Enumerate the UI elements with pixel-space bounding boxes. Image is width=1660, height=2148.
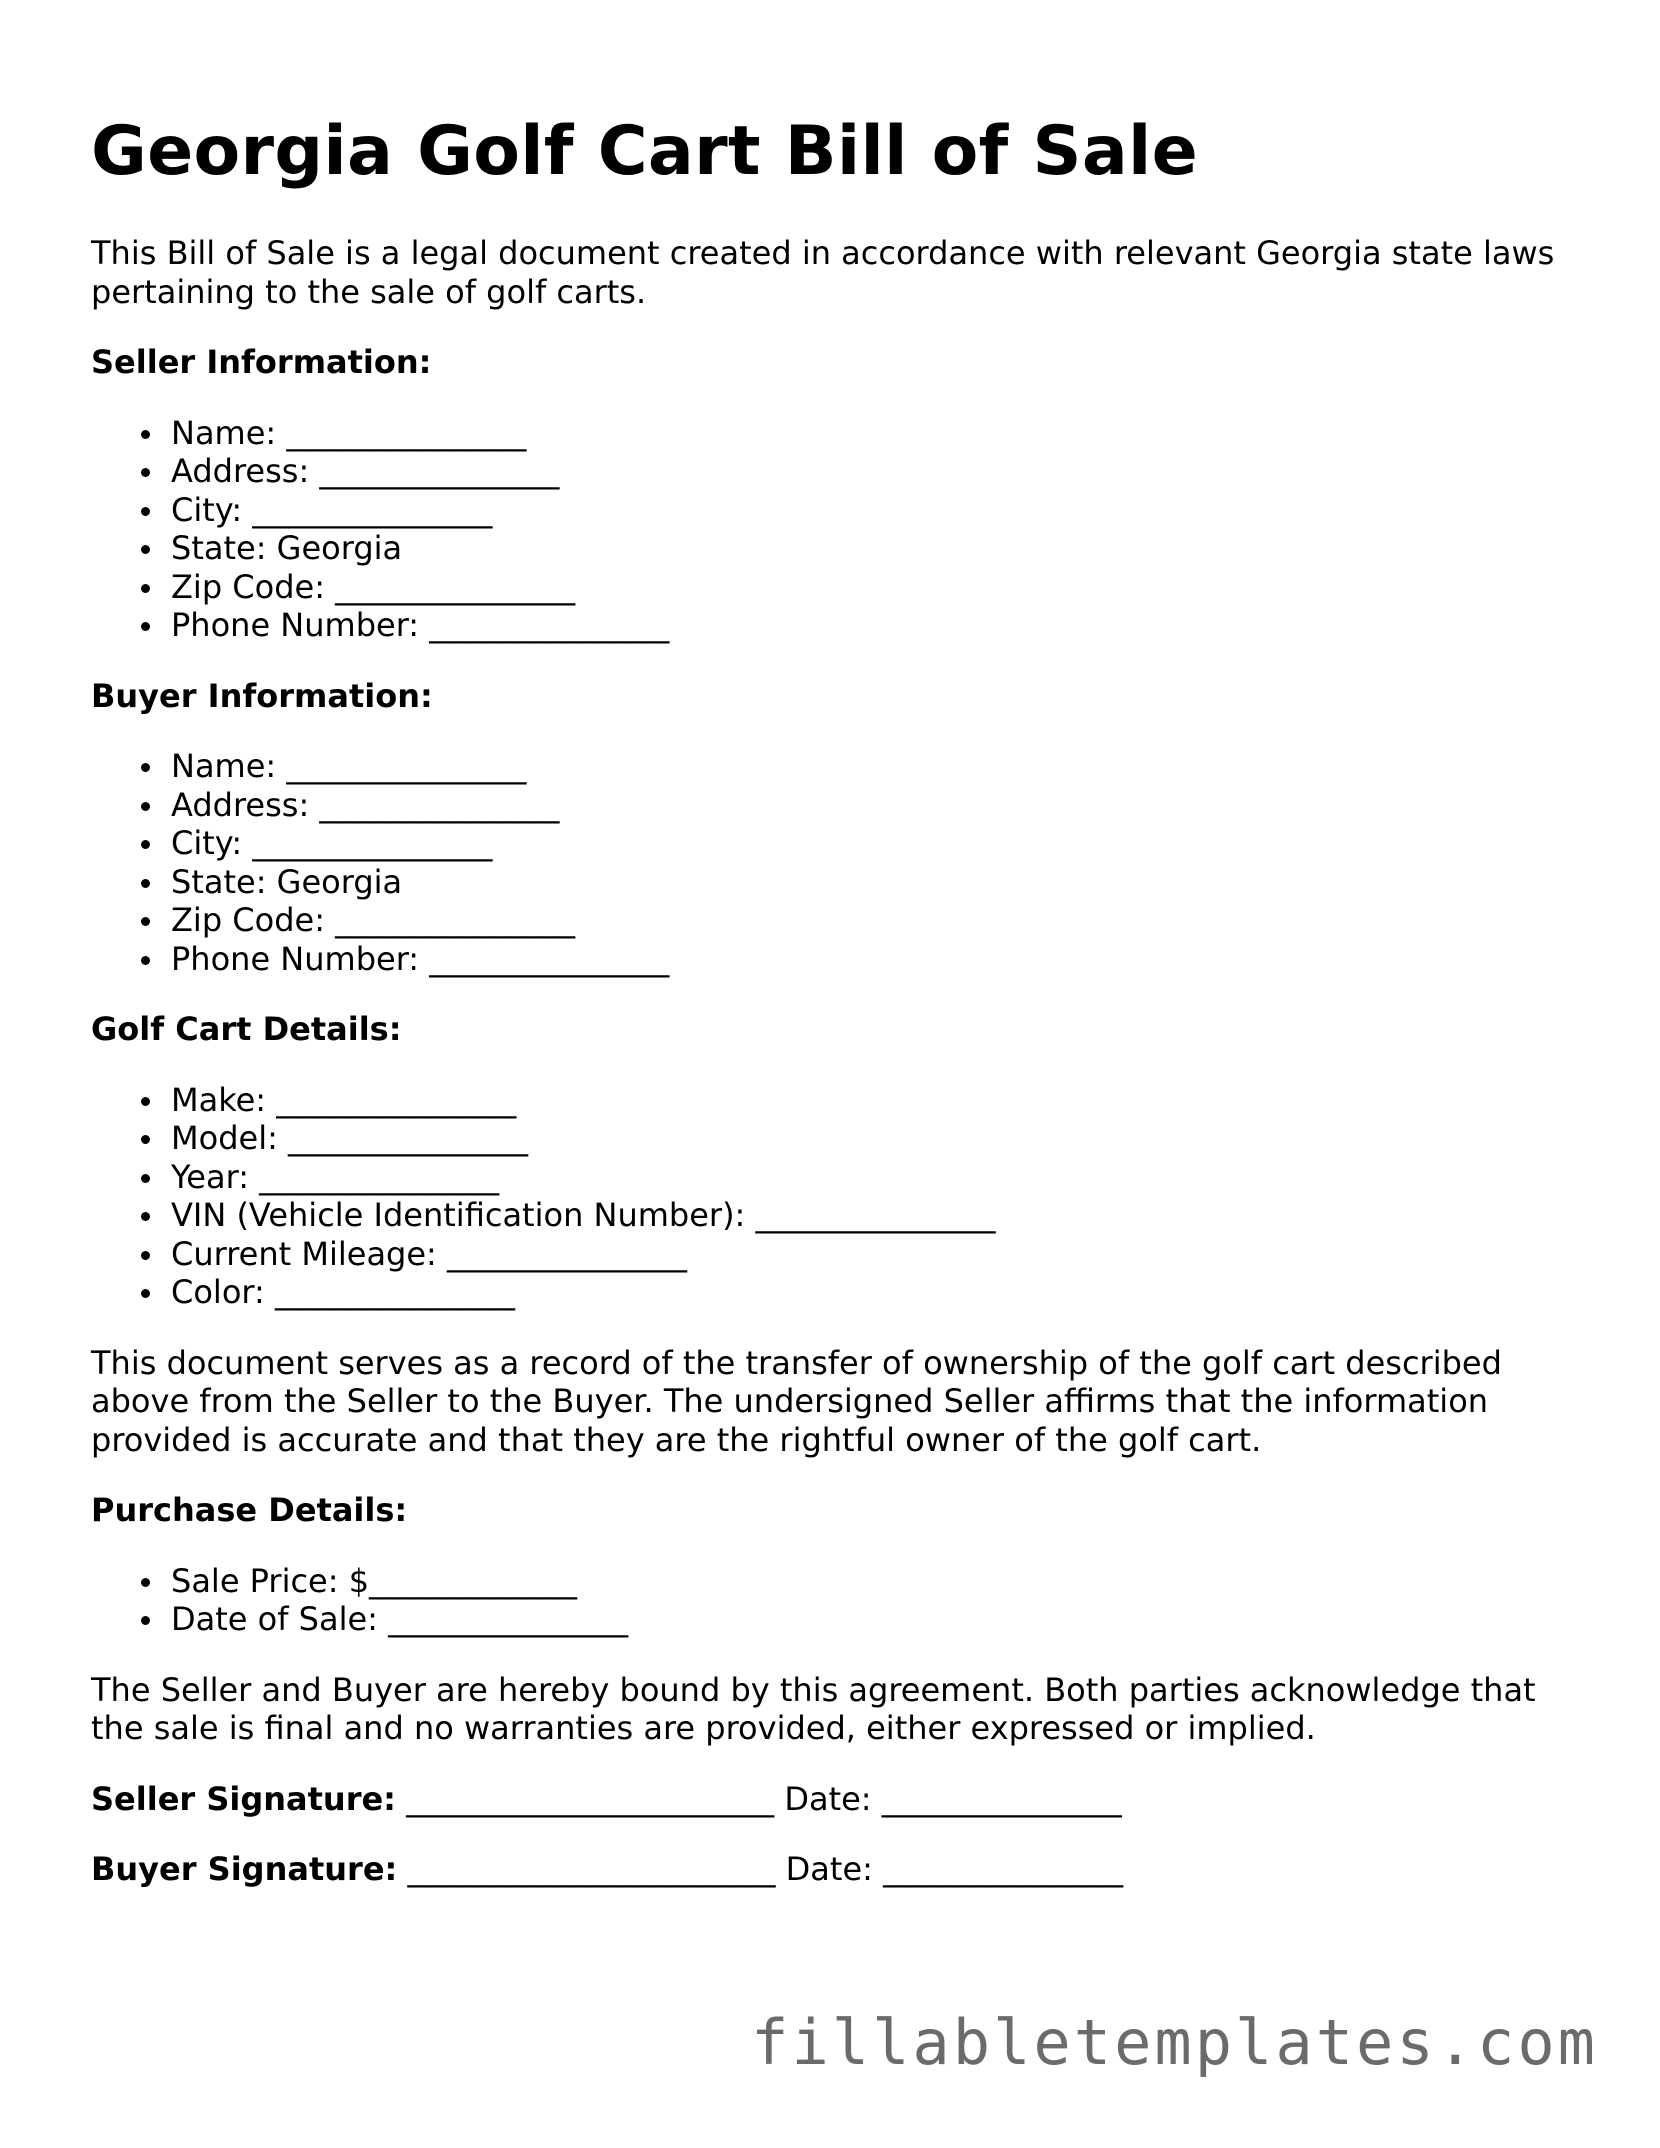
- sale-date-field[interactable]: Date of Sale: _______________: [171, 1600, 1571, 1639]
- seller-fields-list: [91, 414, 1571, 645]
- buyer-address-field[interactable]: Address: _______________: [171, 786, 1571, 825]
- buyer-city-field[interactable]: City: _______________: [171, 824, 1571, 863]
- buyer-signature-label: Buyer Signature:: [91, 1850, 398, 1888]
- buyer-zip-field[interactable]: Zip Code: _______________: [171, 901, 1571, 940]
- seller-signature-row: [91, 1780, 1571, 1819]
- cart-color-field[interactable]: Color: _______________: [171, 1273, 1571, 1312]
- watermark-text: fillabletemplates.com: [751, 2006, 1598, 2079]
- sale-price-field[interactable]: Sale Price: $_____________: [171, 1562, 1571, 1601]
- buyer-heading: Buyer Information:: [91, 676, 433, 715]
- cart-model-field[interactable]: Model: _______________: [171, 1119, 1571, 1158]
- seller-signature-field[interactable]: _______________________ Date: _______________: [395, 1779, 1122, 1818]
- seller-heading: Seller Information:: [91, 343, 432, 381]
- cart-fields-list: [91, 1081, 1571, 1312]
- document-title: Georgia Golf Cart Bill of Sale: [91, 112, 1199, 191]
- buyer-name-field[interactable]: Name: _______________: [171, 747, 1571, 786]
- buyer-phone-field[interactable]: Phone Number: _______________: [171, 940, 1571, 979]
- buyer-signature-row: [91, 1850, 1571, 1889]
- transfer-statement: This document serves as a record of the transfer of ownership of the golf cart described above from the Seller to the Buyer. The undersigned Seller affirms that the information provided is accurate and that they are the rightful owner of the golf cart.: [91, 1343, 1502, 1459]
- purchase-heading: Purchase Details:: [91, 1491, 408, 1529]
- seller-state-field: State: Georgia: [171, 529, 1571, 568]
- cart-heading: Golf Cart Details:: [91, 1010, 402, 1048]
- document-page: [91, 112, 1571, 1921]
- buyer-signature-field[interactable]: _______________________ Date: _______________: [397, 1850, 1124, 1888]
- agreement-statement: The Seller and Buyer are hereby bound by this agreement. Both parties acknowledge that the sale is final and no warranties are provided, either expressed or implied.: [91, 1670, 1536, 1747]
- seller-name-field[interactable]: Name: _______________: [171, 414, 1571, 453]
- seller-city-field[interactable]: City: _______________: [171, 491, 1571, 530]
- purchase-fields-list: [91, 1562, 1571, 1639]
- buyer-fields-list: [91, 747, 1571, 978]
- intro-paragraph: This Bill of Sale is a legal document created in accordance with relevant Georgia state laws pertaining to the sale of golf carts.: [91, 234, 1555, 311]
- seller-phone-field[interactable]: Phone Number: _______________: [171, 606, 1571, 645]
- cart-mileage-field[interactable]: Current Mileage: _______________: [171, 1235, 1571, 1274]
- cart-make-field[interactable]: Make: _______________: [171, 1081, 1571, 1120]
- buyer-state-field: State: Georgia: [171, 863, 1571, 902]
- cart-year-field[interactable]: Year: _______________: [171, 1158, 1571, 1197]
- seller-address-field[interactable]: Address: _______________: [171, 452, 1571, 491]
- seller-signature-label: Seller Signature:: [91, 1779, 396, 1818]
- seller-zip-field[interactable]: Zip Code: _______________: [171, 568, 1571, 607]
- cart-vin-field[interactable]: VIN (Vehicle Identification Number): _______________: [171, 1196, 1571, 1235]
